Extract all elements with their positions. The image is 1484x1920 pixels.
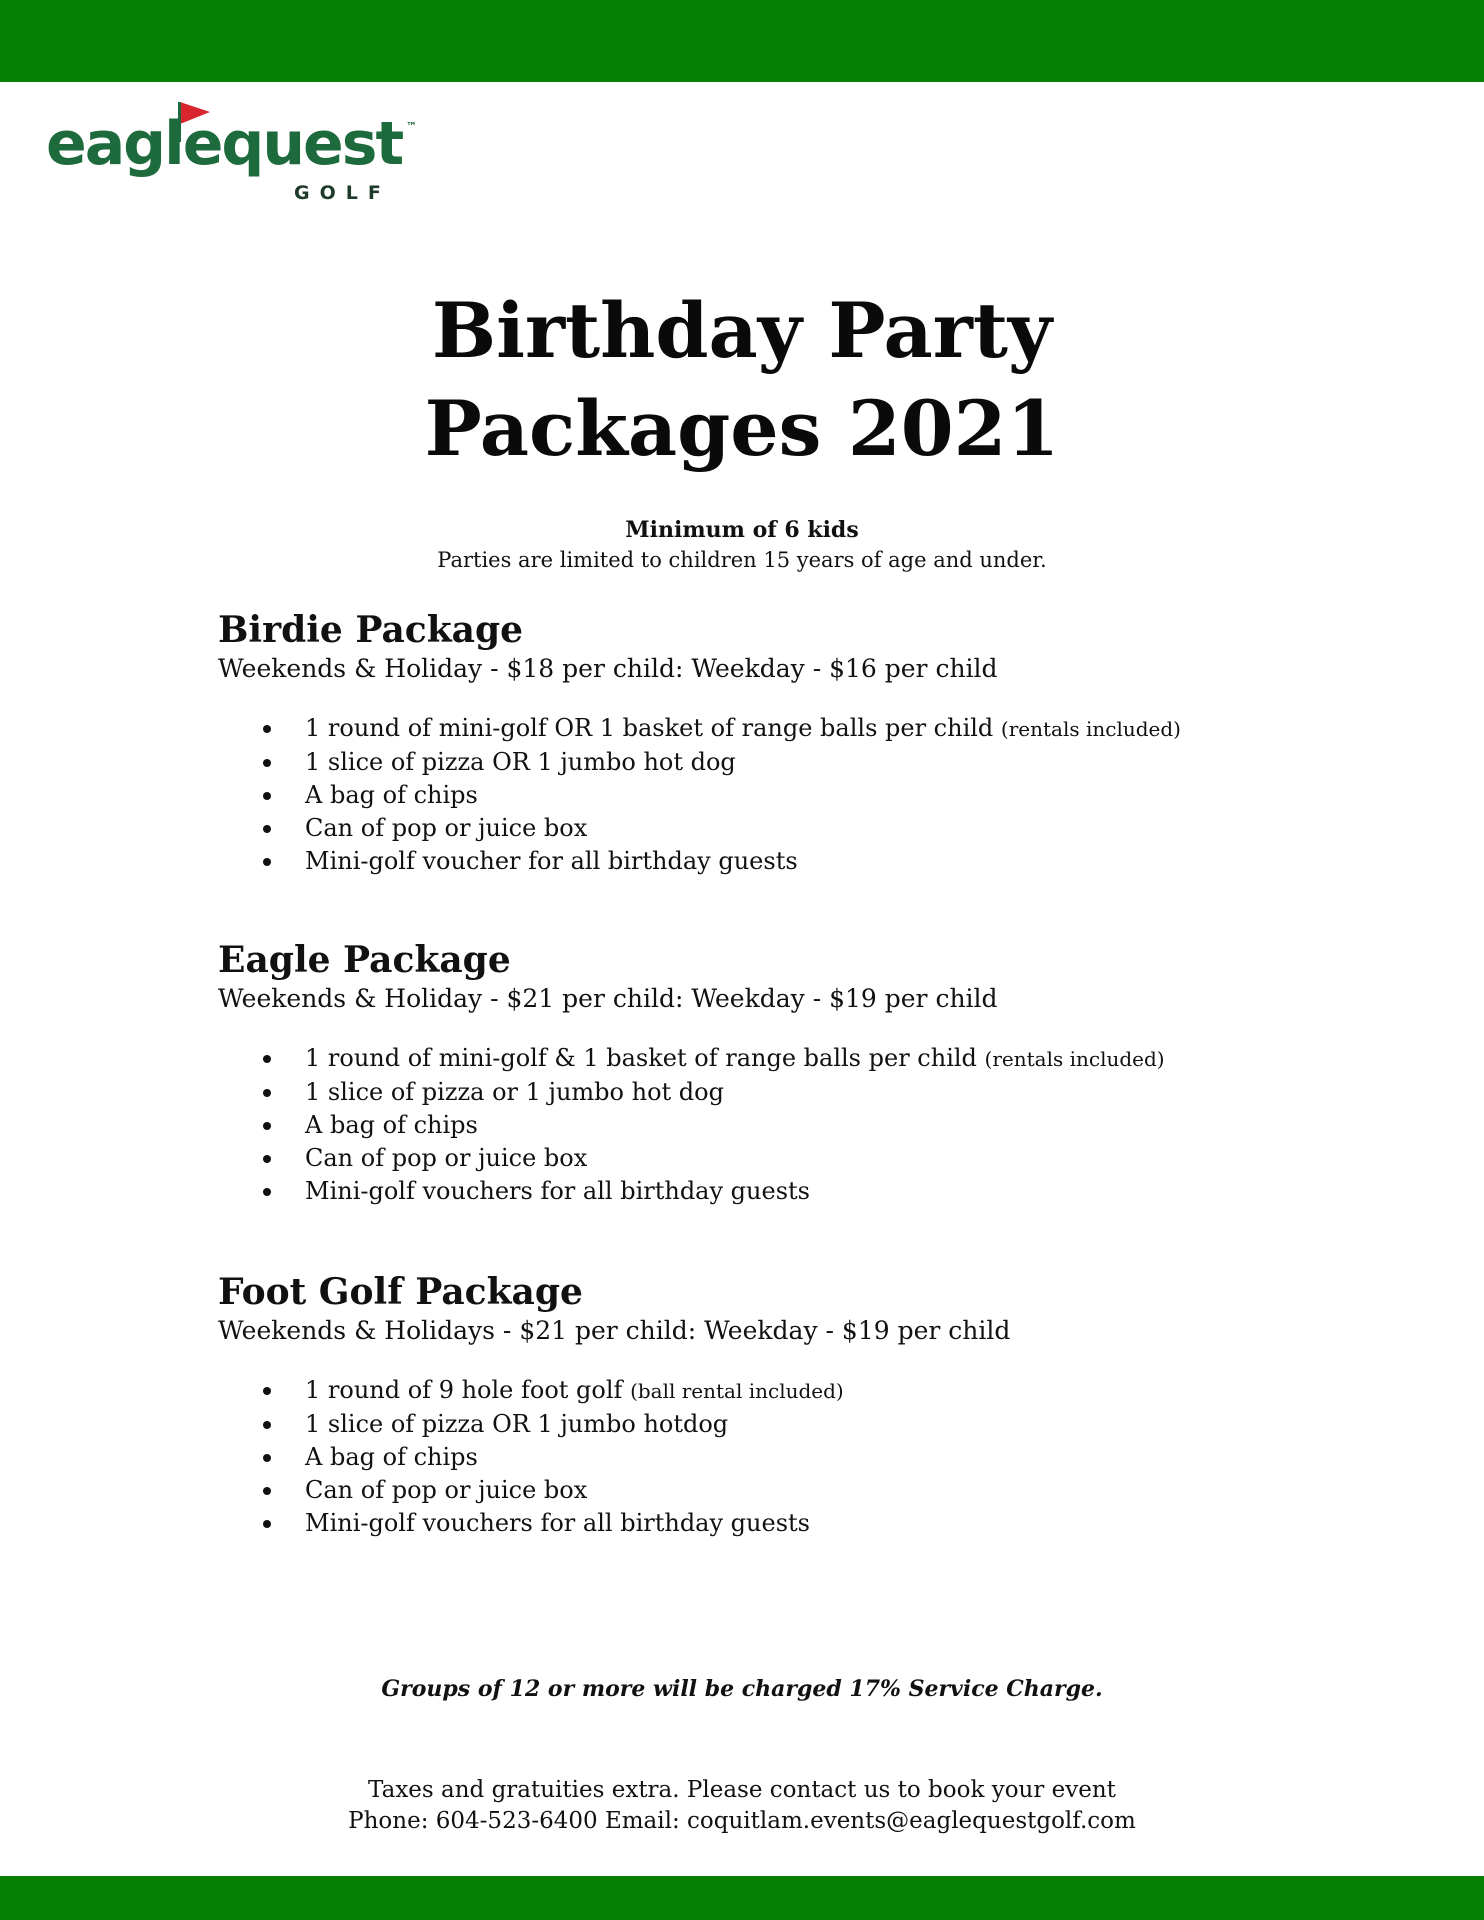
item-text: Mini-golf voucher for all birthday guests	[305, 847, 798, 875]
bullet-icon	[263, 1188, 271, 1196]
list-item	[218, 779, 1298, 812]
bullet-icon	[263, 725, 271, 733]
bullet-icon	[263, 792, 271, 800]
item-text: 1 slice of pizza OR 1 jumbo hotdog	[305, 1410, 729, 1438]
list-item	[218, 1076, 1298, 1109]
item-text: A bag of chips	[305, 781, 478, 809]
list-item	[218, 1474, 1298, 1507]
list-item	[218, 1374, 1298, 1408]
contact-line-2: Phone: 604-523-6400 Email: coquitlam.events@eaglequestgolf.com	[348, 1808, 1136, 1834]
package-name: Eagle Package	[218, 939, 511, 981]
service-charge-note: Groups of 12 or more will be charged 17% Service Charge.	[381, 1676, 1103, 1702]
minimum-kids: Minimum of 6 kids	[625, 517, 859, 543]
bullet-icon	[263, 825, 271, 833]
bullet-icon	[263, 1122, 271, 1130]
list-item	[218, 746, 1298, 779]
list-item	[218, 1042, 1298, 1076]
bullet-icon	[263, 1520, 271, 1528]
bullet-icon	[263, 858, 271, 866]
list-item	[218, 812, 1298, 845]
list-item	[218, 1441, 1298, 1474]
package-items	[218, 712, 1298, 878]
package-items	[218, 1042, 1298, 1208]
logo-trademark: ™	[406, 120, 417, 133]
top-green-band	[0, 0, 1484, 82]
item-text: 1 slice of pizza OR 1 jumbo hot dog	[305, 748, 736, 776]
logo-subtitle: GOLF	[294, 182, 391, 204]
list-item	[218, 1507, 1298, 1540]
bullet-icon	[263, 1155, 271, 1163]
bullet-icon	[263, 759, 271, 767]
item-text: Can of pop or juice box	[305, 814, 588, 842]
item-note: (rentals included)	[984, 1047, 1165, 1071]
bullet-icon	[263, 1487, 271, 1495]
item-text: Can of pop or juice box	[305, 1144, 588, 1172]
package-price: Weekends & Holiday - $21 per child: Weekday - $19 per child	[218, 984, 998, 1013]
package-name: Foot Golf Package	[218, 1271, 583, 1313]
package-foot-golf	[218, 1270, 1298, 1540]
item-note: (ball rental included)	[630, 1379, 844, 1403]
item-text: 1 slice of pizza or 1 jumbo hot dog	[305, 1078, 724, 1106]
list-item	[218, 712, 1298, 746]
title-line-2: Packages 2021	[424, 384, 1060, 473]
item-text: A bag of chips	[305, 1111, 478, 1139]
list-item	[218, 1142, 1298, 1175]
contact-info	[0, 1775, 1484, 1837]
item-text: Can of pop or juice box	[305, 1476, 588, 1504]
item-text: 1 round of mini-golf & 1 basket of range balls per child	[305, 1044, 985, 1072]
age-limit-note: Parties are limited to children 15 years of age and under.	[437, 548, 1047, 572]
package-birdie	[218, 608, 1298, 878]
list-item	[218, 1408, 1298, 1441]
item-text: 1 round of 9 hole foot golf	[305, 1376, 631, 1404]
bullet-icon	[263, 1055, 271, 1063]
bottom-green-band	[0, 1876, 1484, 1920]
bullet-icon	[263, 1421, 271, 1429]
package-price: Weekends & Holiday - $18 per child: Weekday - $16 per child	[218, 654, 998, 683]
item-text: Mini-golf vouchers for all birthday guests	[305, 1177, 810, 1205]
list-item	[218, 1109, 1298, 1142]
package-items	[218, 1374, 1298, 1540]
item-text: 1 round of mini-golf OR 1 basket of range balls per child	[305, 714, 1001, 742]
item-note: (rentals included)	[1000, 717, 1181, 741]
list-item	[218, 1175, 1298, 1208]
item-text: A bag of chips	[305, 1443, 478, 1471]
title-line-1: Birthday Party	[431, 286, 1053, 375]
package-eagle	[218, 938, 1298, 1208]
package-price: Weekends & Holidays - $21 per child: Weekday - $19 per child	[218, 1316, 1011, 1345]
bullet-icon	[263, 1089, 271, 1097]
bullet-icon	[263, 1387, 271, 1395]
bullet-icon	[263, 1454, 271, 1462]
package-name: Birdie Package	[218, 609, 524, 651]
list-item	[218, 845, 1298, 878]
logo-wordmark: eaglequest	[46, 109, 403, 179]
contact-line-1: Taxes and gratuities extra. Please contact us to book your event	[368, 1777, 1116, 1803]
item-text: Mini-golf vouchers for all birthday guests	[305, 1509, 810, 1537]
eaglequest-logo	[46, 98, 446, 210]
page-title	[0, 282, 1484, 478]
